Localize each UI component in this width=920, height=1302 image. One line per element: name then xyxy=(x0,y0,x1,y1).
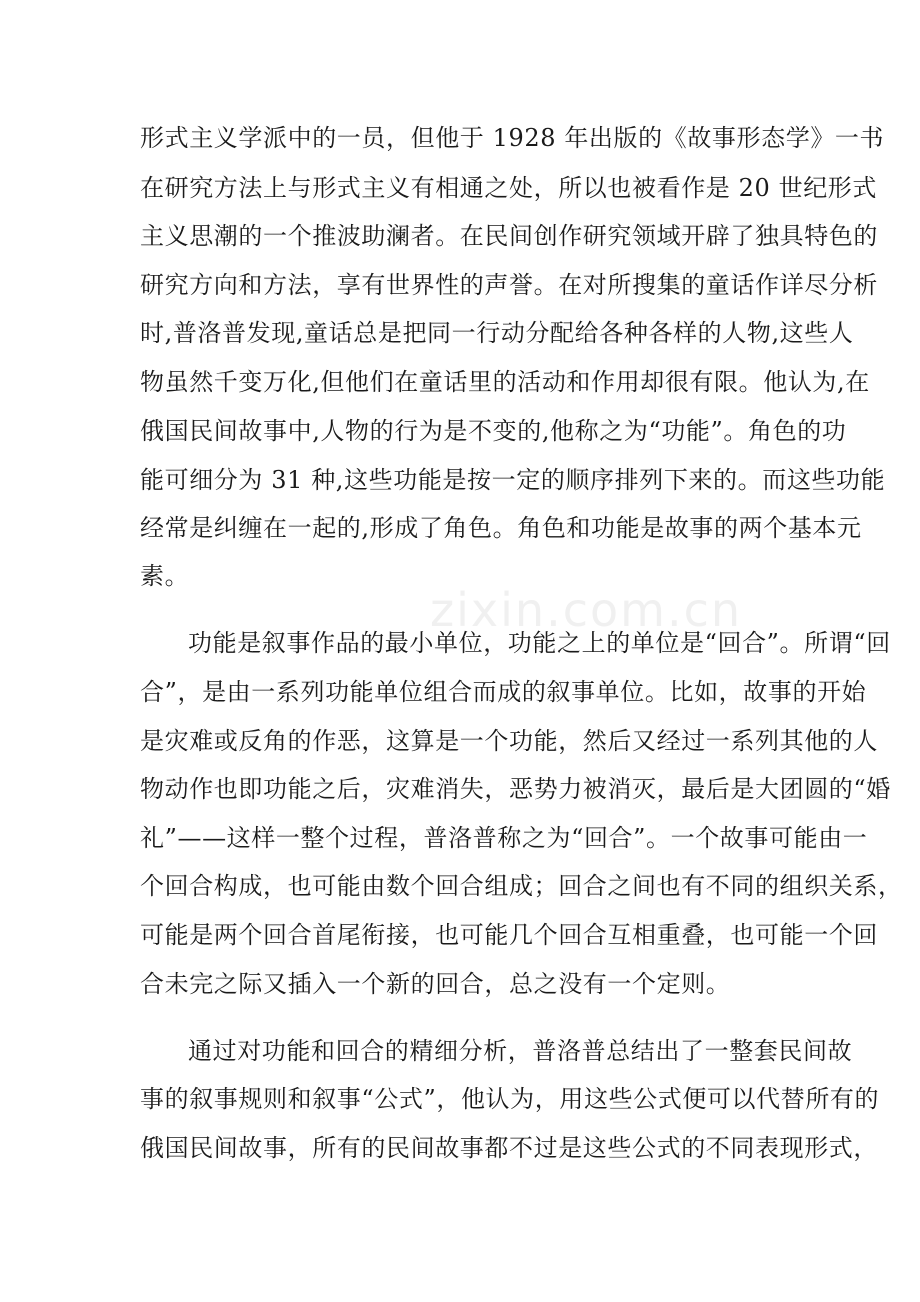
paragraph-2-line-3: 是灾难或反角的作恶，这算是一个功能，然后又经过一系列其他的人 xyxy=(140,727,878,755)
paragraph-3-line-1: 通过对功能和回合的精细分析，普洛普总结出了一整套民间故 xyxy=(188,1037,853,1065)
paragraph-1-line-2: 在研究方法上与形式主义有相通之处，所以也被看作是 20 世纪形式 xyxy=(140,174,877,202)
paragraph-2-line-4: 物动作也即功能之后，灾难消失，恶势力被消灭，最后是大团圆的“婚 xyxy=(140,775,891,803)
paragraph-2-line-1: 功能是叙事作品的最小单位，功能之上的单位是“回合”。所谓“回 xyxy=(188,629,891,657)
paragraph-2-line-6: 个回合构成，也可能由数个回合组成；回合之间也有不同的组织关系， xyxy=(140,872,903,900)
paragraph-2-line-7: 可能是两个回合首尾衔接，也可能几个回合互相重叠，也可能一个回 xyxy=(140,921,878,949)
watermark: zixin.com.cn xyxy=(430,583,743,637)
paragraph-1-line-8: 能可细分为 31 种,这些功能是按一定的顺序排列下来的。而这些功能 xyxy=(140,466,886,494)
paragraph-2-line-5: 礼”——这样一整个过程，普洛普称之为“回合”。一个故事可能由一 xyxy=(140,824,868,852)
paragraph-1-line-1: 形式主义学派中的一员，但他于 1928 年出版的《故事形态学》一书 xyxy=(140,124,885,152)
paragraph-2-line-8: 合未完之际又插入一个新的回合，总之没有一个定则。 xyxy=(140,970,731,998)
paragraph-1-line-10: 素。 xyxy=(140,562,190,590)
paragraph-1-line-4: 研究方向和方法，享有世界性的声誉。在对所搜集的童话作详尽分析 xyxy=(140,271,878,299)
paragraph-3-line-3: 俄国民间故事，所有的民间故事都不过是这些公式的不同表现形式， xyxy=(140,1134,878,1162)
paragraph-1-line-9: 经常是纠缠在一起的,形成了角色。角色和功能是故事的两个基本元 xyxy=(140,514,862,542)
paragraph-2-line-2: 合”，是由一系列功能单位组合而成的叙事单位。比如，故事的开始 xyxy=(140,678,867,706)
paragraph-1-line-3: 主义思潮的一个推波助澜者。在民间创作研究领域开辟了独具特色的 xyxy=(140,222,878,250)
paragraph-1-line-5: 时,普洛普发现,童话总是把同一行动分配给各种各样的人物,这些人 xyxy=(140,319,854,347)
paragraph-1-line-7: 俄国民间故事中,人物的行为是不变的,他称之为“功能”。角色的功 xyxy=(140,417,847,445)
paragraph-3-line-2: 事的叙事规则和叙事“公式”，他认为，用这些公式便可以代替所有的 xyxy=(140,1085,880,1113)
paragraph-1-line-6: 物虽然千变万化,但他们在童话里的活动和作用却很有限。他认为,在 xyxy=(140,368,870,396)
